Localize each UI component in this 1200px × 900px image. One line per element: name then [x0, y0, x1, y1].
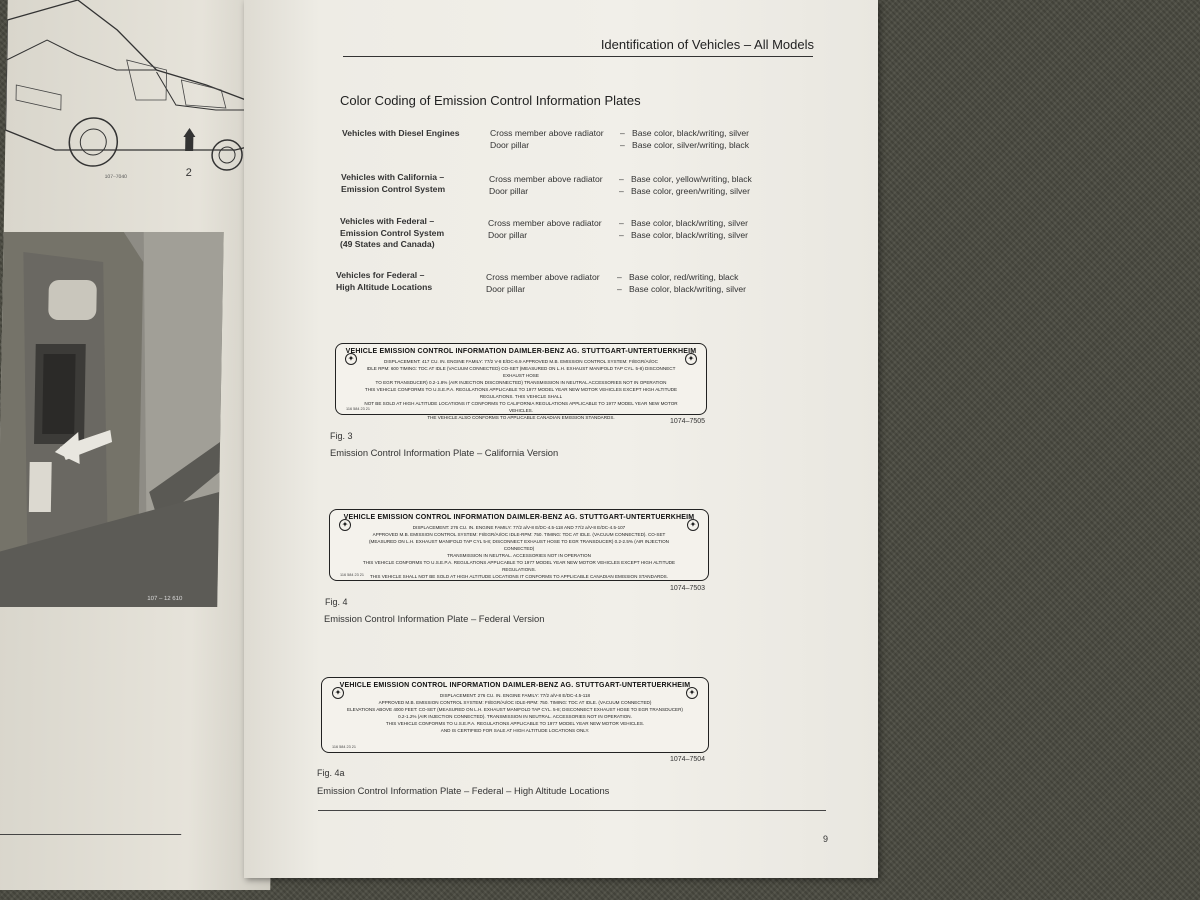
plate-heading: VEHICLE EMISSION CONTROL INFORMATION DAIMLER-BENZ AG. STUTTGART-UNTERTUERKHEIM — [345, 348, 697, 355]
color-cell: Base color, black/writing, silver — [629, 283, 747, 294]
category-line: Vehicles for Federal – — [336, 270, 425, 280]
dash: – — [619, 229, 624, 240]
dash-col — [619, 218, 629, 241]
plate-code: 116 584 23 21 — [346, 407, 370, 411]
color-cell: Base color, black/writing, silver — [631, 229, 749, 240]
color-cell: Base color, yellow/writing, black — [631, 174, 752, 184]
location-cell: Cross member above radiator — [488, 218, 602, 228]
dash: – — [620, 139, 625, 150]
footer-rule — [318, 810, 826, 811]
dash-col — [617, 272, 627, 295]
plate-part-number: 1074–7505 — [670, 418, 706, 425]
table-row-colors — [632, 128, 782, 151]
left-page-rule — [0, 834, 181, 835]
emission-plate-federal — [329, 509, 709, 581]
car-illustration — [4, 0, 267, 190]
table-row-location — [486, 272, 616, 295]
category-line: (49 States and Canada) — [340, 239, 435, 249]
location-cell: Door pillar — [486, 283, 526, 294]
color-cell: Base color, green/writing, silver — [631, 185, 750, 196]
category-line: Vehicles with Federal – — [340, 216, 435, 226]
category-line: Emission Control System — [340, 227, 445, 238]
color-cell: Base color, silver/writing, black — [632, 139, 750, 150]
dash-col — [620, 128, 630, 151]
mercedes-star-icon: ✦ — [332, 687, 344, 699]
table-row-colors — [631, 174, 781, 197]
left-page — [0, 0, 286, 890]
mercedes-star-icon: ✦ — [339, 519, 351, 531]
table-row-location — [489, 174, 619, 197]
plate-heading: VEHICLE EMISSION CONTROL INFORMATION DAIMLER-BENZ AG. STUTTGART-UNTERTUERKHEIM — [343, 514, 695, 521]
plate-body: DISPLACEMENT: 276 CU. IN. ENGINE FAMILY: 77/2 a/V-8 E/DC-4.5-118 AND 77/2 a/V-8 E/DC-4.5-107 APPROVED M.B. EMISSION CONTROL SYSTEM: FI/EGR/AI/OC IDLE-RPM: 750. TIMING: TDC AT IDLE. (VACUUM CONNECTED). CO-SET (MEASURED ON L.H. EXHAUST MANIFOLD TAP CYL 5-8; DISCONNECT EXHAUST HOSE TO EGR TRANSDUCER) 0.2-2.5% (AIR INJECTION CONNECTED) TRANSMISSION IN NEUTRAL. ACCESSORIES NOT IN OPERATION THIS VEHICLE CONFORMS TO U.S.E.P.A. REGULATIONS APPLICABLE TO 1977 MODEL YEAR NEW MOTOR VEHICLES EXCEPT HIGH ALTITUDE REGULATIONS. THIS VEHICLE SHALL NOT BE SOLD AT HIGH ALTITUDE LOCATIONS IT CONFORMS TO APPLICABLE CANADIAN EMISSION STANDARDS. — [362, 525, 676, 579]
plate-body: DISPLACEMENT: 417 CU. IN. ENGINE FAMILY: 77/2 V-8 E/DC-6.9 APPROVED M.B. EMISSION CONTROL SYSTEM: FI/EGR/AI/OC IDLE RPM: 600 TIMING: TDC AT IDLE (VACUUM CONNECTED) CO-SET (MEASURED ON L.H. EXHAUST MANIFOLD TAP CYL. 5-8) DISCONNECT EXHAUST HOSE TO EGR TRANSDUCER) 0.2-1.8% (AIR INJECTION DISCONNECTED) TRANSMISSION IN NEUTRAL ACCESSORIES NOT IN OPERATION THIS VEHICLE CONFORMS TO U.S.E.P.A. REGULATIONS APPLICABLE TO 1977 MODEL YEAR NEW MOTOR VEHICLES EXCEPT HIGH ALTITUDE REGULATIONS. THIS VEHICLE SHALL NOT BE SOLD AT HIGH ALTITUDE LOCATIONS IT CONFORMS TO CALIFORNIA REGULATIONS APPLICABLE TO 1977 MODEL YEAR NEW MOTOR VEHICLES. THE VEHICLE ALSO CONFORMS TO APPLICABLE CANADIAN EMISSION STANDARDS. — [364, 359, 678, 420]
plate-part-number: 1074–7504 — [670, 756, 706, 763]
dash: – — [619, 185, 624, 196]
emission-plate-california — [335, 343, 707, 420]
color-cell: Base color, black/writing, silver — [632, 128, 750, 138]
door-pillar-photo — [0, 232, 224, 607]
category-line: Emission Control System — [341, 183, 446, 194]
header-rule — [343, 56, 813, 57]
dash-col — [619, 174, 629, 197]
table-row-colors — [629, 272, 779, 295]
svg-text:107 – 12 610: 107 – 12 610 — [147, 596, 183, 602]
mercedes-star-icon: ✦ — [687, 519, 699, 531]
figure-caption: Emission Control Information Plate – Federal – High Altitude Locations — [317, 785, 610, 796]
location-cell: Cross member above radiator — [490, 128, 604, 138]
category-line: Vehicles with California – — [341, 172, 445, 182]
page-header-title: Identification of Vehicles – All Models — [600, 37, 814, 52]
location-cell: Door pillar — [488, 229, 528, 240]
section-title: Color Coding of Emission Control Information Plates — [340, 93, 641, 108]
table-row-location — [490, 128, 620, 151]
color-cell: Base color, red/writing, black — [629, 272, 739, 282]
table-row-category — [341, 172, 481, 195]
plate-body: DISPLACEMENT: 276 CU. IN. ENGINE FAMILY: 77/2 a/V-8 E/DC-4.5-118 APPROVED M.B. EMISSION CONTROL SYSTEM: FI/EGR/AI/OC IDLE-RPM: 750. TIMING: TDC AT IDLE. (VACUUM CONNECTED) ELEVATIONS ABOVE 4000 FEET: CO-SET (MEASURED ON L.H. EXHAUST MANIFOLD TAP CYL. 5-8; DISCONNECT EXHAUST HOSE TO EGR TRANSDUCER) 0.2-1.2% (AIR INJECTION CONNECTED). TRANSMISSION IN NEUTRAL. ACCESSORIES NOT IN OPERATION. THIS VEHICLE CONFORMS TO U.S.E.P.A. REGULATIONS APPLICABLE TO 1977 MODEL YEAR NEW MOTOR VEHICLES. AND IS CERTIFIED FOR SALE AT HIGH ALTITUDE LOCATIONS ONLY. — [347, 693, 683, 733]
figure-label: Fig. 4a — [317, 768, 345, 778]
location-cell: Cross member above radiator — [489, 174, 603, 184]
dash: – — [617, 272, 622, 282]
table-row-location — [488, 218, 618, 241]
page-number: 9 — [823, 834, 829, 844]
figure-caption: Emission Control Information Plate – Federal Version — [324, 613, 545, 624]
dash: – — [620, 128, 625, 138]
plate-heading: VEHICLE EMISSION CONTROL INFORMATION DAIMLER-BENZ AG. STUTTGART-UNTERTUERKHEIM — [339, 682, 691, 689]
mercedes-star-icon: ✦ — [345, 353, 357, 365]
color-cell: Base color, black/writing, silver — [631, 218, 749, 228]
dash: – — [617, 283, 622, 294]
table-row-category — [342, 128, 482, 140]
category-line: High Altitude Locations — [336, 281, 433, 292]
emission-plate-high-altitude — [321, 677, 709, 753]
table-row-category — [340, 216, 480, 251]
svg-text:107–7040: 107–7040 — [104, 174, 127, 180]
plate-part-number: 1074–7503 — [670, 585, 706, 592]
plate-code: 116 584 23 21 — [332, 745, 356, 749]
figure-label: Fig. 4 — [325, 597, 348, 607]
plate-code: 116 584 23 21 — [340, 573, 364, 577]
category-line: Vehicles with Diesel Engines — [342, 128, 460, 138]
figure-label: Fig. 3 — [330, 431, 353, 441]
mercedes-star-icon: ✦ — [686, 687, 698, 699]
dash: – — [619, 174, 624, 184]
location-cell: Door pillar — [490, 139, 530, 150]
dash: – — [619, 218, 624, 228]
table-row-category — [336, 270, 476, 293]
figure-caption: Emission Control Information Plate – California Version — [330, 447, 559, 458]
svg-text:2: 2 — [185, 167, 192, 179]
table-row-colors — [631, 218, 781, 241]
location-cell: Door pillar — [489, 185, 529, 196]
mercedes-star-icon: ✦ — [685, 353, 697, 365]
location-cell: Cross member above radiator — [486, 272, 600, 282]
